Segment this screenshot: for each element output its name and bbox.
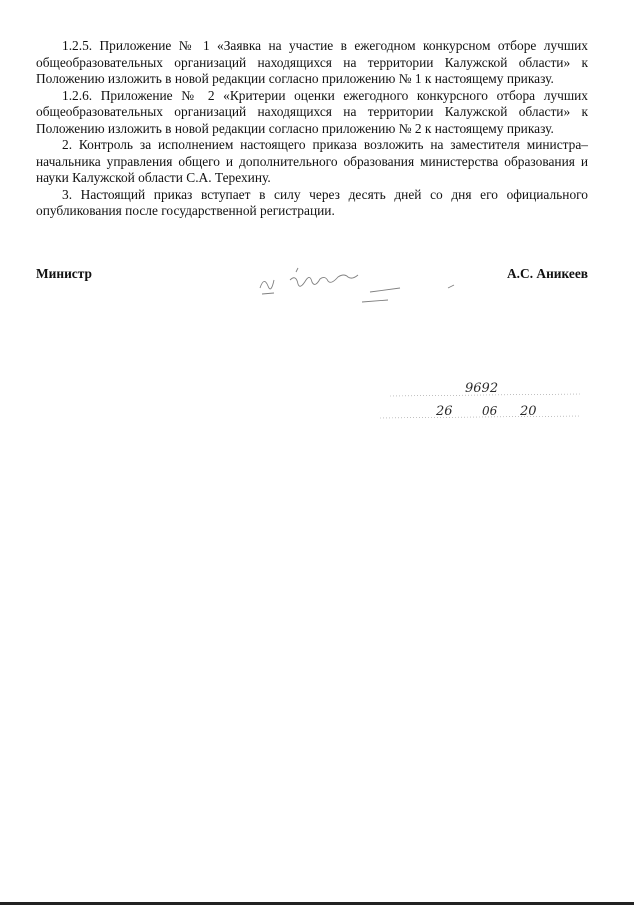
stamp-number: 9692 (465, 381, 499, 396)
stamp-day: 26 (436, 404, 453, 419)
signatory-title: Министр (36, 266, 92, 281)
signatory-name: А.С. Аникеев (507, 266, 588, 281)
document-body (36, 38, 588, 220)
stamp-month: 06 (482, 404, 498, 418)
stamp-year: 20 (520, 404, 537, 419)
paragraph-1-2-6: 1.2.6. Приложение № 2 «Критерии оценки ежегодного конкурсного отбора лучших общеобразовательных организаций находящихся на территории Калужской области» к Положению изложить в новой редакции согласно приложению № 2 к настоящему приказу. (36, 87, 588, 136)
handwritten-signature (250, 258, 470, 308)
registration-stamp (370, 370, 590, 430)
paragraph-3: 3. Настоящий приказ вступает в силу через десять дней со дня его официального опубликования после государственной регистрации. (36, 186, 588, 218)
paragraph-1-2-5: 1.2.5. Приложение № 1 «Заявка на участие в ежегодном конкурсном отборе лучших общеобразовательных организаций находящихся на территории Калужской области» к Положению изложить в новой редакции согласно приложению № 1 к настоящему приказу. (36, 38, 588, 86)
paragraph-2: 2. Контроль за исполнением настоящего приказа возложить на заместителя министра–начальника управления общего и дополнительного образования министерства образования и науки Калужской области С.А. Терехину. (36, 137, 588, 185)
